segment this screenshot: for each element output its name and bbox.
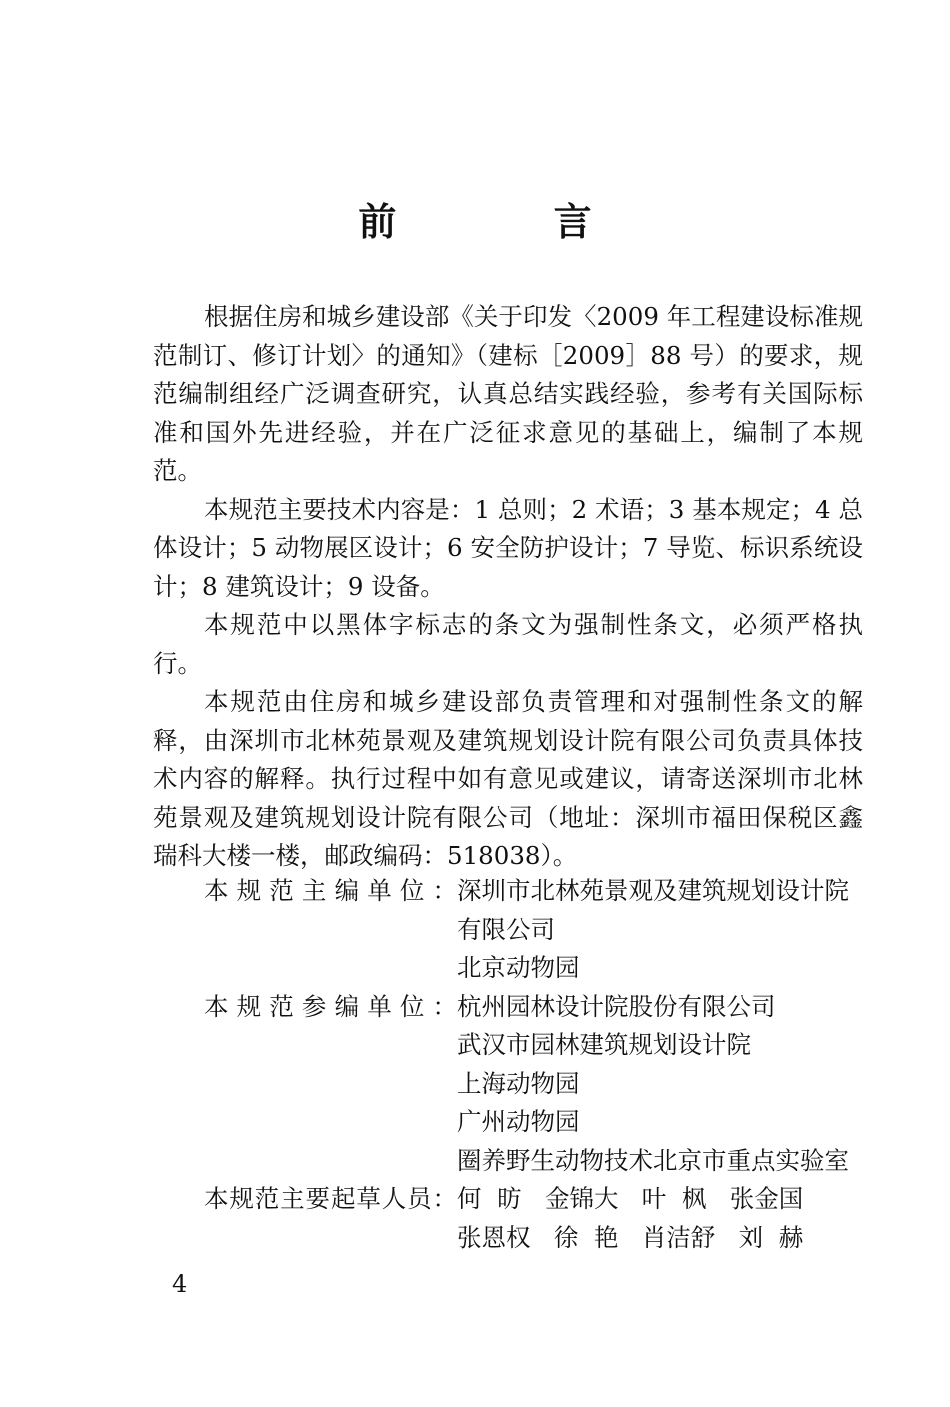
participating-units-list <box>457 988 884 1181</box>
participating-unit-item: 广州动物园 <box>457 1107 580 1136</box>
participating-unit-item: 杭州园林设计院股份有限公司 <box>457 991 776 1021</box>
drafters-row: 张恩权 徐 艳 肖洁舒 刘 赫 <box>457 1222 804 1252</box>
page-number: 4 <box>172 1270 188 1298</box>
drafters-row: 何 昉 金锦大 叶 枫 张金国 <box>457 1184 804 1213</box>
drafters-label: 本规范主要起草人员： <box>204 1184 457 1213</box>
participating-units-label: 本规范参编单位： <box>204 991 457 1021</box>
chief-unit-item: 深圳市北林苑景观及建筑规划设计院 <box>457 876 849 905</box>
chief-units <box>204 872 884 988</box>
chief-unit-item: 有限公司 <box>457 914 555 944</box>
participating-unit-item: 上海动物园 <box>457 1068 580 1098</box>
page-title: 前 言 <box>358 199 664 244</box>
participating-unit-item: 圈养野生动物技术北京市重点实验室 <box>457 1145 849 1175</box>
units-section <box>204 872 884 1257</box>
paragraph-basis: 根据住房和城乡建设部《关于印发〈2009 年工程建设标准规范制订、修订计划〉的通知》（建标［2009］88 号）的要求，规范编制组经广泛调查研究，认真总结实践经验，参考有关国际标准和国外先进经验，并在广泛征求意见的基础上，编制了本规范。 <box>153 302 863 485</box>
paragraph-mandatory-clauses: 本规范中以黑体字标志的条文为强制性条文，必须严格执行。 <box>153 610 863 678</box>
paragraph-management: 本规范由住房和城乡建设部负责管理和对强制性条文的解释，由深圳市北林苑景观及建筑规划设计院有限公司负责具体技术内容的解释。执行过程中如有意见或建议，请寄送深圳市北林苑景观及建筑规划设计院有限公司（地址：深圳市福田保税区鑫瑞科大楼一楼，邮政编码：518038）。 <box>153 687 863 870</box>
chief-units-list <box>457 872 884 988</box>
paragraph-technical-content: 本规范主要技术内容是：1 总则；2 术语；3 基本规定；4 总体设计；5 动物展区设计；6 安全防护设计；7 导览、标识系统设计；8 建筑设计；9 设备。 <box>153 494 863 601</box>
preface-body <box>153 298 863 876</box>
participating-unit-item: 武汉市园林建筑规划设计院 <box>457 1030 751 1059</box>
chief-units-label: 本规范主编单位： <box>204 876 457 905</box>
drafters <box>204 1180 884 1257</box>
participating-units <box>204 988 884 1181</box>
drafters-list <box>457 1180 884 1257</box>
chief-unit-item: 北京动物园 <box>457 953 580 982</box>
